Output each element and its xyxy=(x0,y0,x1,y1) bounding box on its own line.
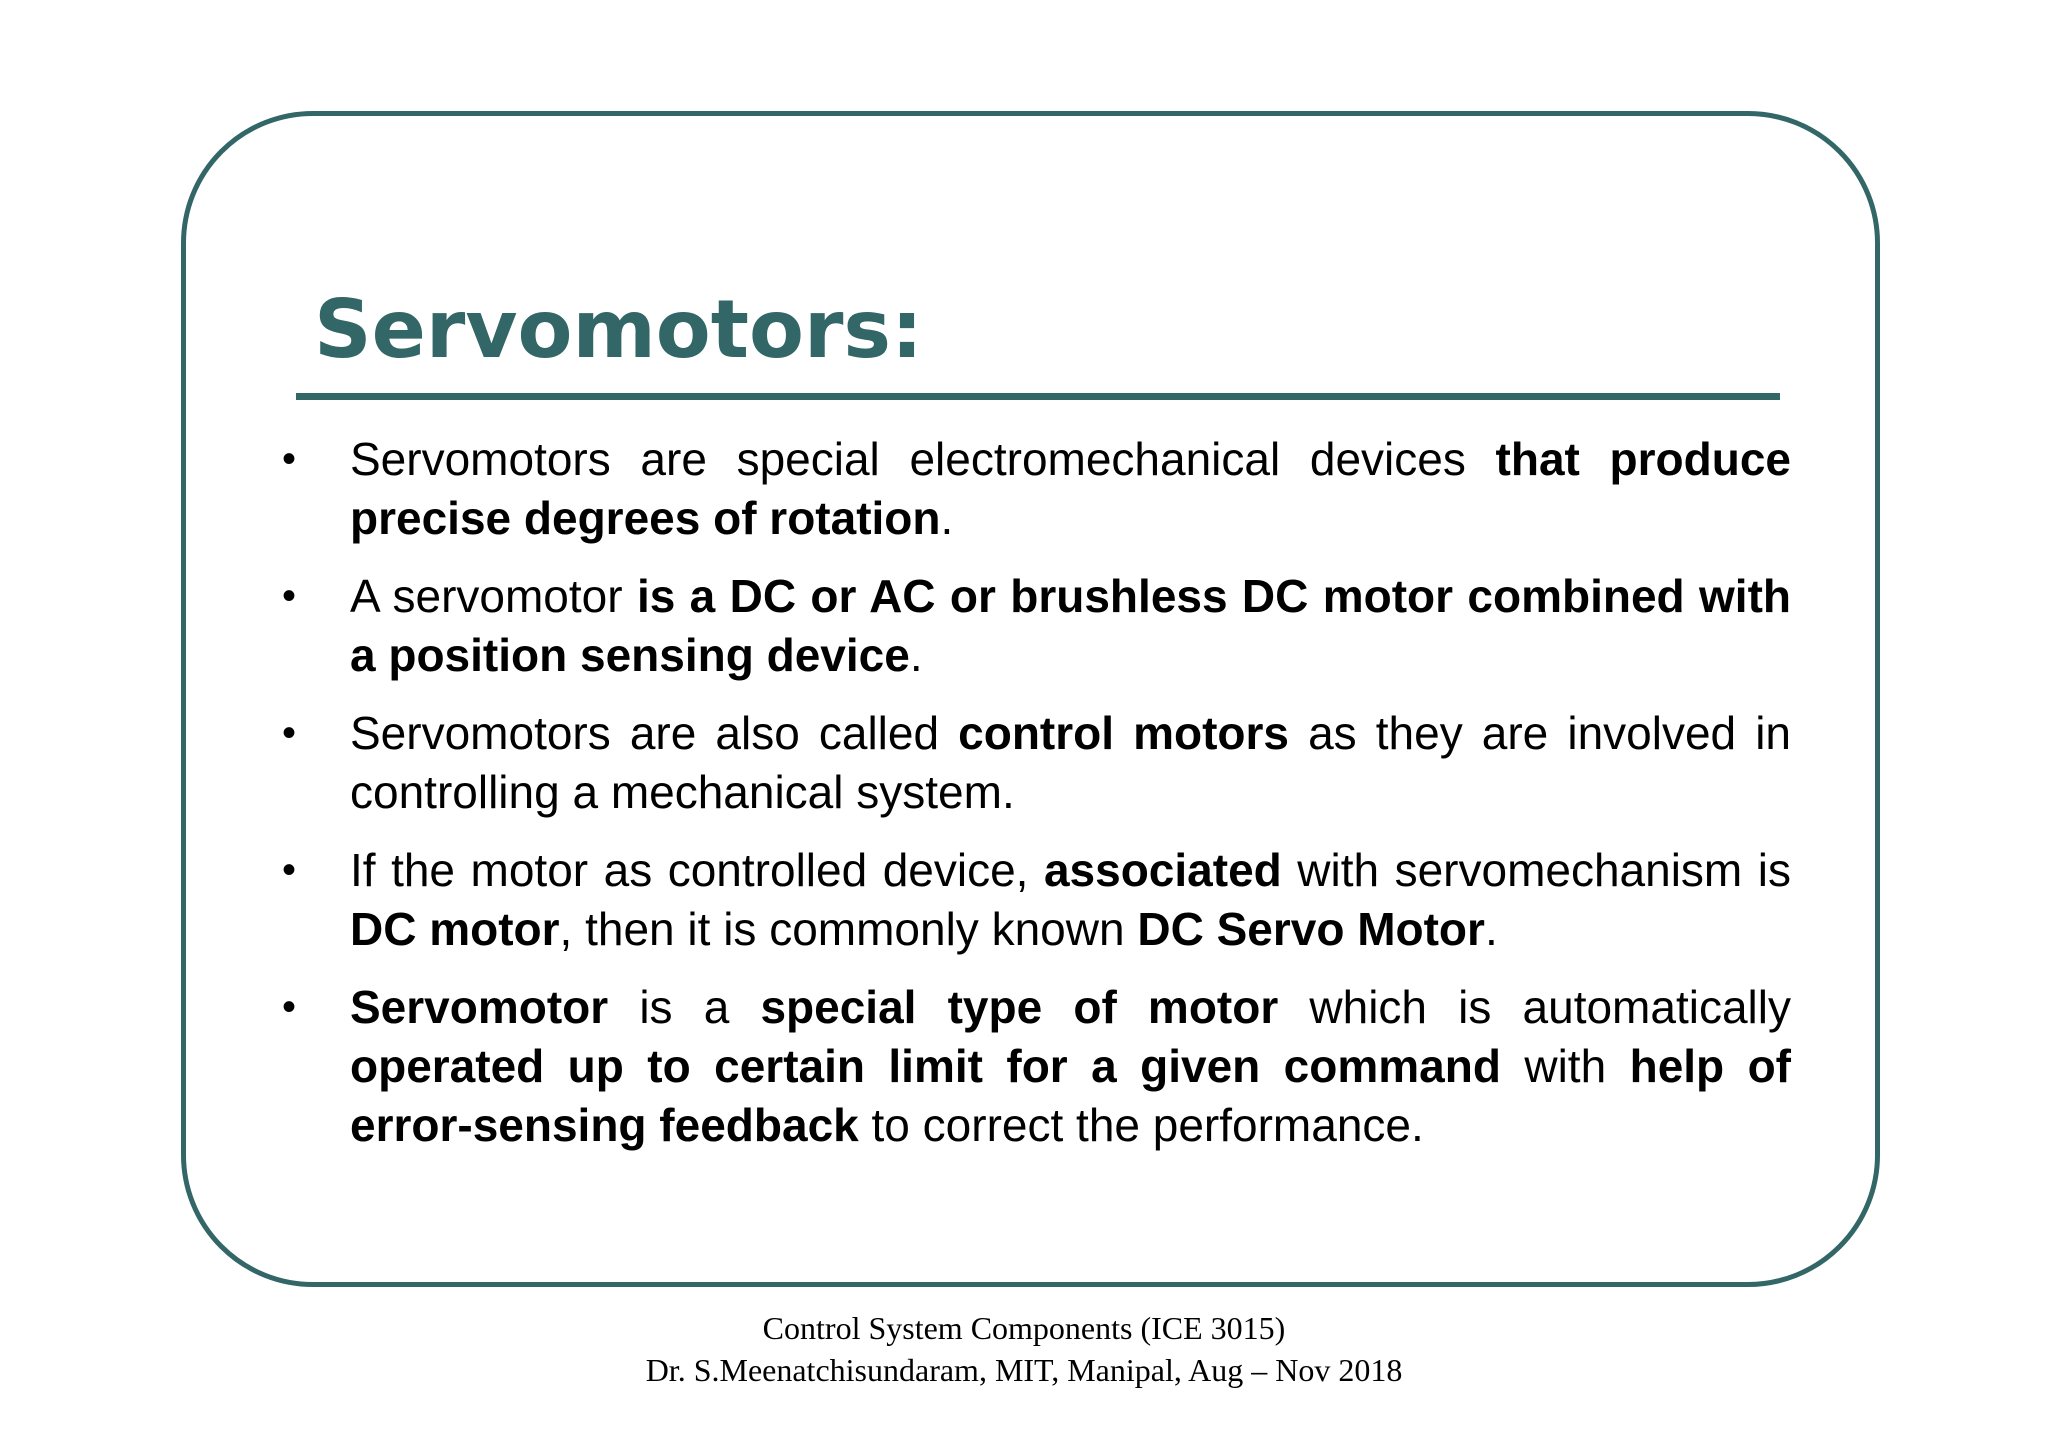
footer-course: Control System Components (ICE 3015) xyxy=(762,1310,1286,1346)
bullet-text: A servomotor xyxy=(350,570,637,622)
bullet-text: is a xyxy=(608,981,761,1033)
slide-title: Servomotors: xyxy=(314,283,924,376)
bullet-icon: • xyxy=(282,437,297,481)
bullet-text: Servomotors are also called xyxy=(350,707,959,759)
bullet-list xyxy=(282,430,1791,1174)
bullet-icon: • xyxy=(282,848,297,892)
bullet-item xyxy=(282,704,1791,822)
bullet-text-bold: special type of motor xyxy=(760,981,1279,1033)
bullet-item xyxy=(282,978,1791,1155)
bullet-text: . xyxy=(940,492,954,544)
bullet-text-bold: is a DC or AC or brushless DC motor combined with a position sensing device xyxy=(350,570,1791,681)
bullet-text: which is automatically xyxy=(1278,981,1791,1033)
bullet-text: . xyxy=(909,629,923,681)
bullet-icon: • xyxy=(282,985,297,1029)
bullet-item xyxy=(282,430,1791,548)
bullet-text-bold: that produce precise degrees of rotation xyxy=(350,433,1791,544)
bullet-text: If the motor as controlled device, xyxy=(350,844,1044,896)
bullet-text-bold: help of error-sensing feedback xyxy=(350,1040,1791,1151)
bullet-text: , then it is commonly known xyxy=(559,903,1138,955)
bullet-text-bold: DC Servo Motor xyxy=(1137,903,1485,955)
bullet-icon: • xyxy=(282,574,297,618)
bullet-text: to correct the performance. xyxy=(858,1099,1424,1151)
footer-author: Dr. S.Meenatchisundaram, MIT, Manipal, Aug – Nov 2018 xyxy=(645,1352,1403,1388)
bullet-item xyxy=(282,841,1791,959)
bullet-text: as they are involved in controlling a mechanical system. xyxy=(350,707,1792,818)
bullet-text-bold: control motors xyxy=(958,707,1290,759)
bullet-text: with servomechanism is xyxy=(1281,844,1791,896)
bullet-text-bold: associated xyxy=(1043,844,1282,896)
bullet-text: Servomotors are special electromechanical devices xyxy=(350,433,1496,485)
title-underline xyxy=(296,393,1780,400)
bullet-text: with xyxy=(1500,1040,1630,1092)
bullet-text-bold: operated up to certain limit for a given command xyxy=(350,1040,1501,1092)
bullet-text: . xyxy=(1484,903,1498,955)
bullet-item xyxy=(282,567,1791,685)
bullet-text-bold: DC motor xyxy=(350,903,560,955)
bullet-text-bold: Servomotor xyxy=(350,981,609,1033)
bullet-icon: • xyxy=(282,711,297,755)
